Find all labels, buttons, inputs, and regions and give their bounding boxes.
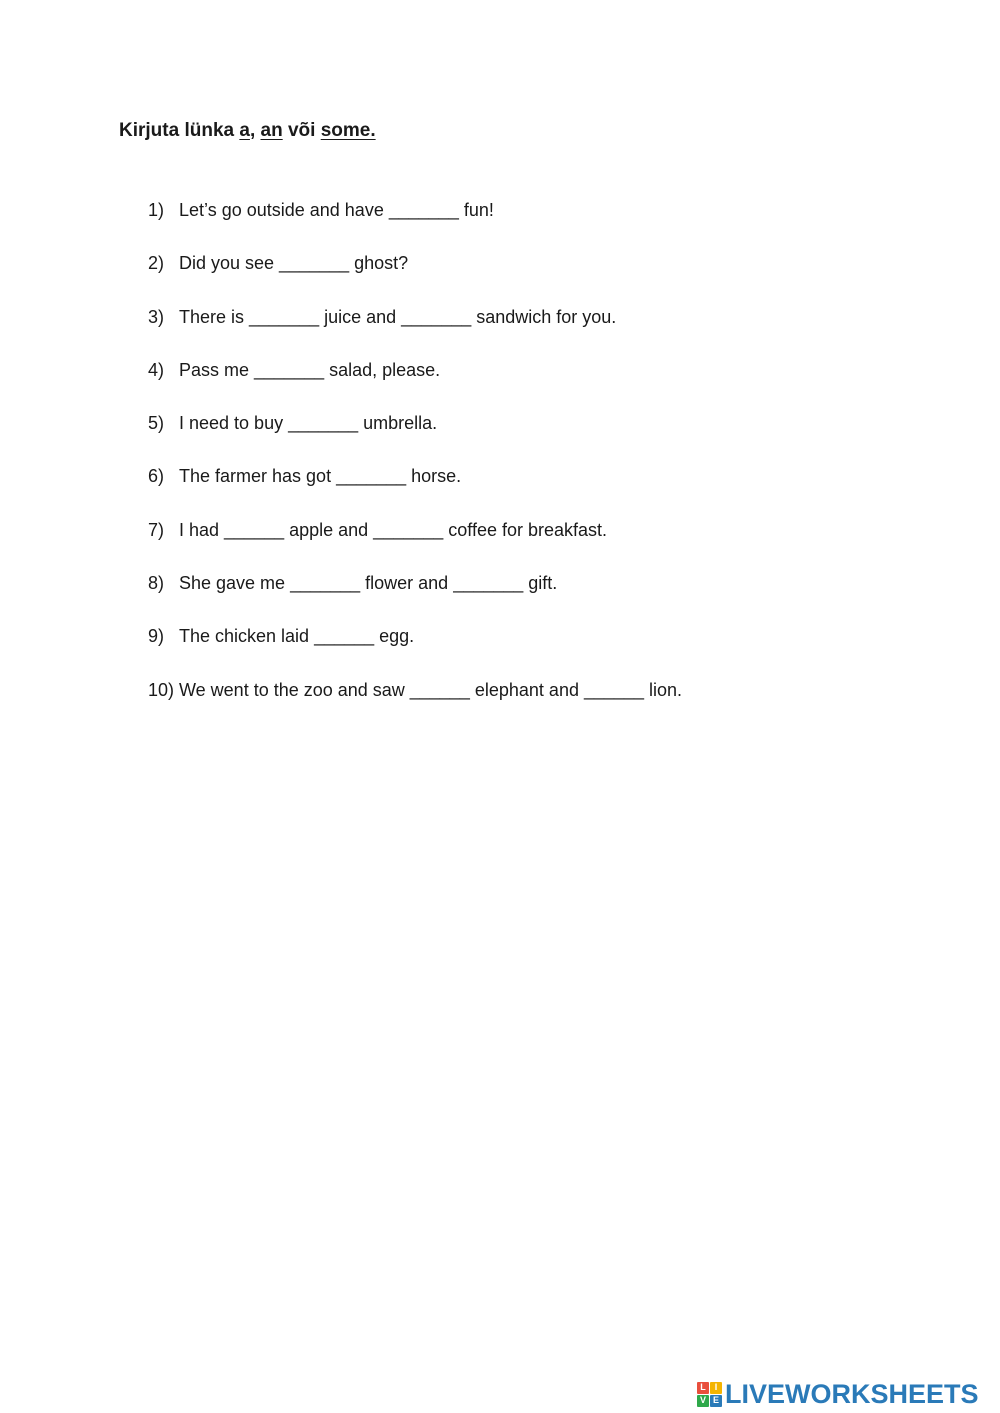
question-number: 3) — [148, 306, 165, 327]
question-text: I had ______ apple and _______ coffee for breakfast. — [179, 519, 608, 540]
question-text: There is _______ juice and _______ sandwich for you. — [179, 306, 617, 327]
instruction-heading — [119, 120, 376, 142]
instruction-middle: või — [282, 120, 321, 141]
question-item-1 — [148, 200, 682, 253]
question-number: 6) — [148, 466, 165, 487]
question-number: 4) — [148, 359, 165, 380]
logo-tile-v: V — [697, 1395, 709, 1407]
question-item-3 — [148, 307, 682, 360]
question-item-7 — [148, 520, 682, 573]
question-item-5 — [148, 413, 682, 466]
question-text: Let’s go outside and have _______ fun! — [179, 200, 494, 220]
logo-tile-l: L — [697, 1382, 709, 1394]
question-number: 8) — [148, 573, 165, 594]
question-item-10 — [148, 680, 682, 733]
option-some: some. — [320, 120, 376, 141]
liveworksheets-logo[interactable] — [697, 1378, 979, 1410]
option-an: an — [260, 120, 283, 141]
question-text: I need to buy _______ umbrella. — [179, 413, 438, 434]
question-number: 5) — [148, 413, 165, 434]
question-item-9 — [148, 626, 682, 679]
instruction-comma: , — [249, 120, 261, 141]
question-number: 10) — [148, 679, 175, 700]
question-number: 9) — [148, 626, 165, 647]
liveworksheets-logo-text: LIVEWORKSHEETS — [725, 1378, 979, 1409]
liveworksheets-logo-icon — [697, 1382, 722, 1407]
logo-tile-e: E — [710, 1395, 722, 1407]
question-item-2 — [148, 253, 682, 306]
question-number: 2) — [148, 253, 165, 274]
question-item-4 — [148, 360, 682, 413]
logo-tile-i: I — [710, 1382, 722, 1394]
question-item-6 — [148, 466, 682, 519]
question-text: We went to the zoo and saw ______ elephant and ______ lion. — [179, 679, 683, 700]
question-text: The chicken laid ______ egg. — [179, 626, 415, 647]
instruction-prefix: Kirjuta lünka — [119, 120, 240, 141]
option-a: a — [239, 120, 250, 141]
question-text: The farmer has got _______ horse. — [179, 466, 462, 487]
question-number: 7) — [148, 519, 165, 540]
question-text: Pass me _______ salad, please. — [179, 359, 441, 380]
question-text: Did you see _______ ghost? — [179, 253, 409, 274]
question-number: 1) — [148, 200, 165, 220]
question-text: She gave me _______ flower and _______ gift. — [179, 573, 558, 594]
question-item-8 — [148, 573, 682, 626]
question-list — [148, 200, 682, 733]
